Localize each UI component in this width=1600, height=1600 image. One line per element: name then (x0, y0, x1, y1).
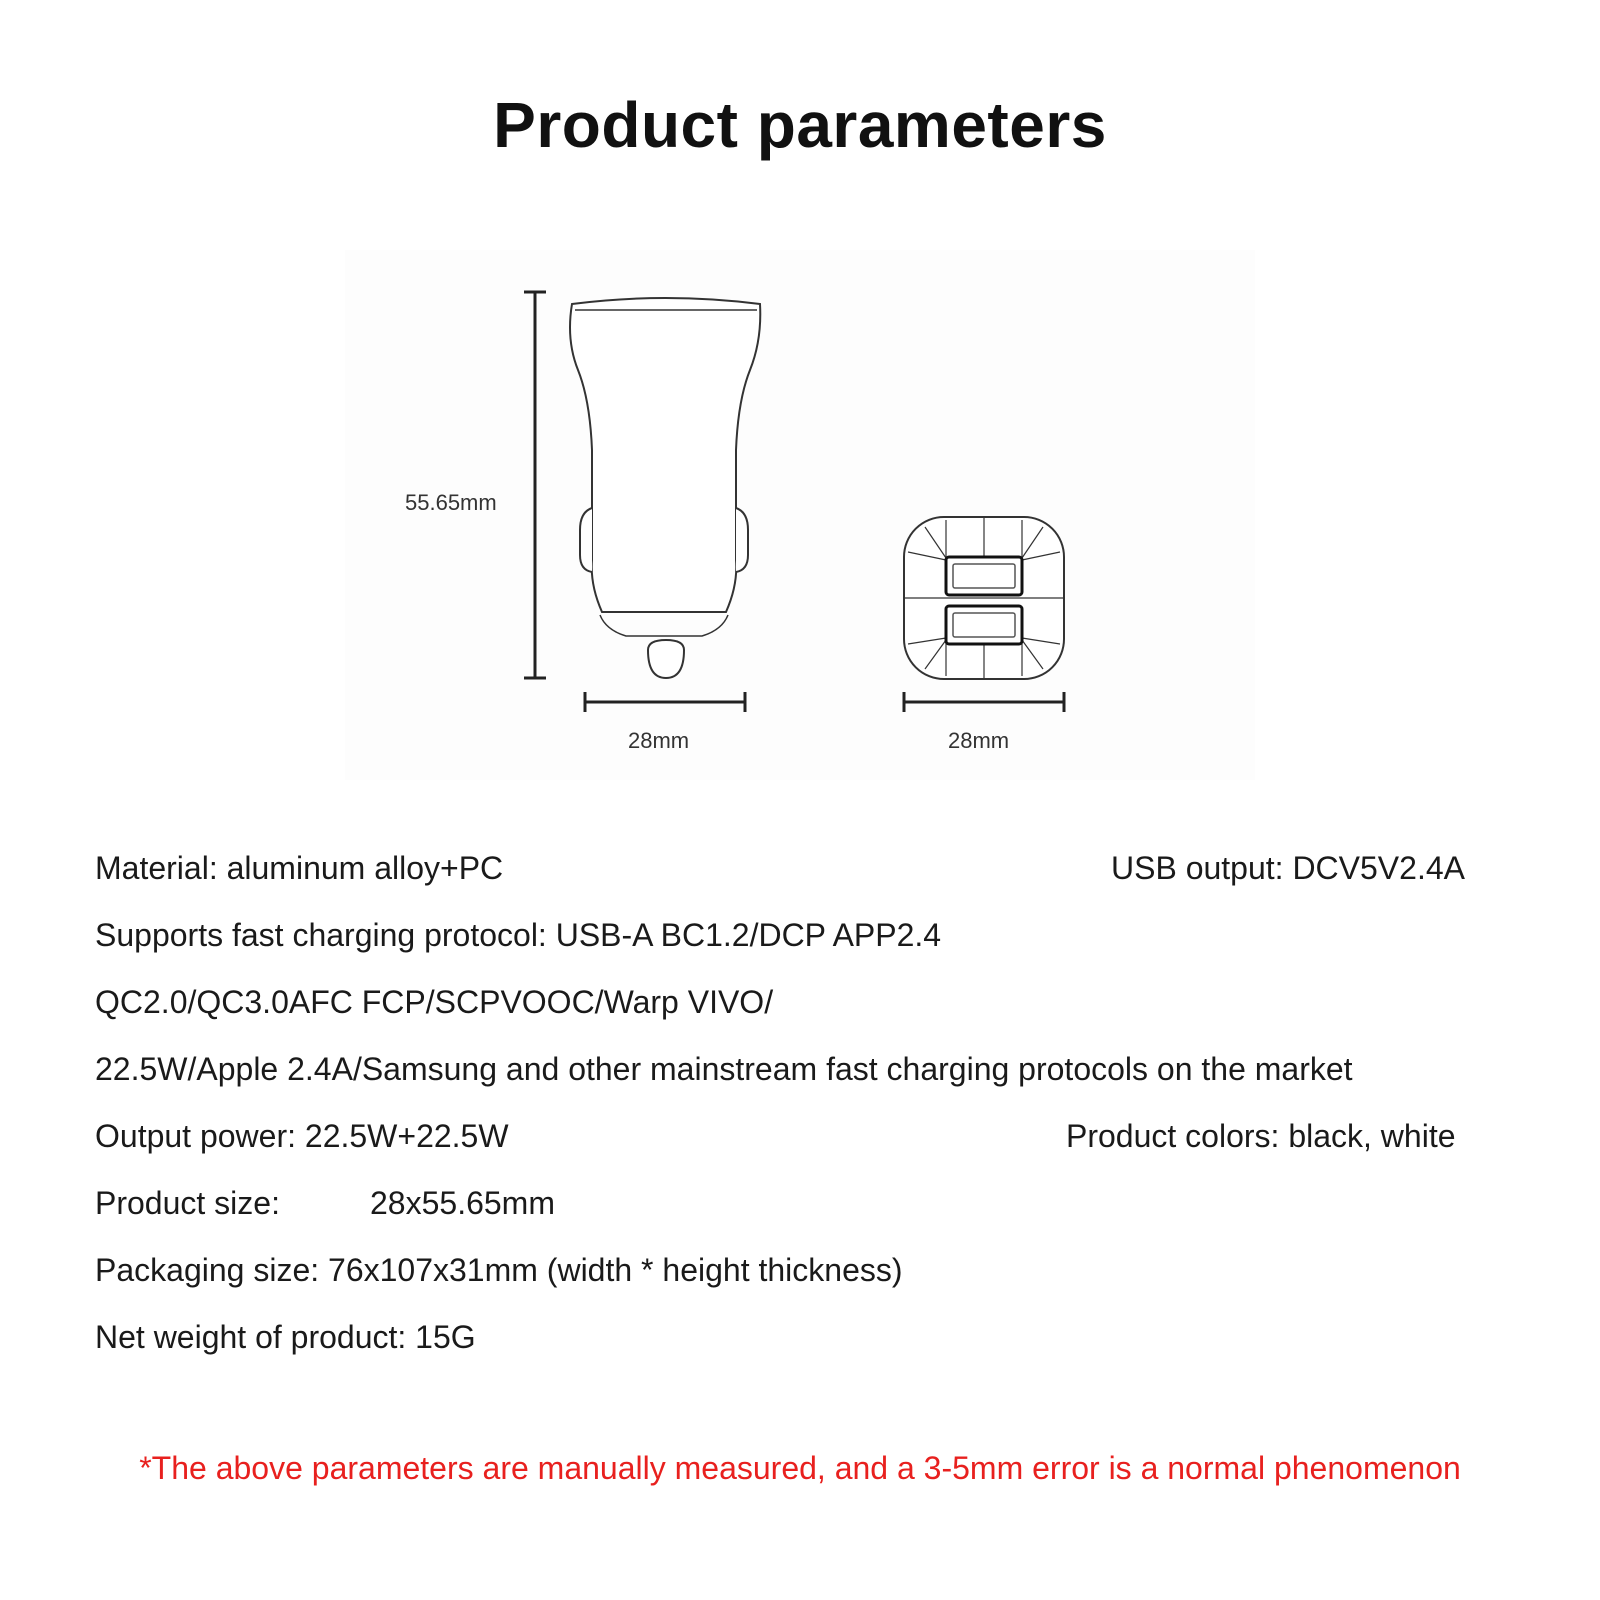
page-title: Product parameters (493, 89, 1107, 161)
spec-product-size-label: Product size: (95, 1185, 280, 1221)
height-dimension-label: 55.65mm (405, 490, 497, 515)
front-width-dimension-line (904, 692, 1064, 712)
charger-side-view (570, 298, 760, 678)
side-width-dimension-line (585, 692, 745, 712)
spec-protocol-line-3: 22.5W/Apple 2.4A/Samsung and other mainstream fast charging protocols on the market (95, 1051, 1353, 1087)
charger-front-view (904, 517, 1064, 679)
spec-protocol-line-1: Supports fast charging protocol: USB-A BC1.2/DCP APP2.4 (95, 917, 942, 953)
spec-usb-output: USB output: DCV5V2.4A (1111, 850, 1465, 886)
spec-net-weight: Net weight of product: 15G (95, 1319, 476, 1355)
spec-protocol-line-2: QC2.0/QC3.0AFC FCP/SCPVOOC/Warp VIVO/ (95, 984, 774, 1020)
usb-port-top (946, 557, 1022, 595)
measurement-notice: *The above parameters are manually measured, and a 3-5mm error is a normal phenomenon (139, 1450, 1461, 1486)
spec-packaging-size: Packaging size: 76x107x31mm (width * height thickness) (95, 1252, 903, 1288)
usb-port-bottom (946, 606, 1022, 644)
spec-product-size-value: 28x55.65mm (370, 1185, 555, 1221)
height-dimension-line (524, 292, 546, 678)
spec-product-colors: Product colors: black, white (1066, 1118, 1456, 1154)
side-width-dimension-label: 28mm (628, 728, 690, 753)
spec-material: Material: aluminum alloy+PC (95, 850, 504, 886)
front-width-dimension-label: 28mm (948, 728, 1010, 753)
spec-output-power: Output power: 22.5W+22.5W (95, 1118, 509, 1154)
